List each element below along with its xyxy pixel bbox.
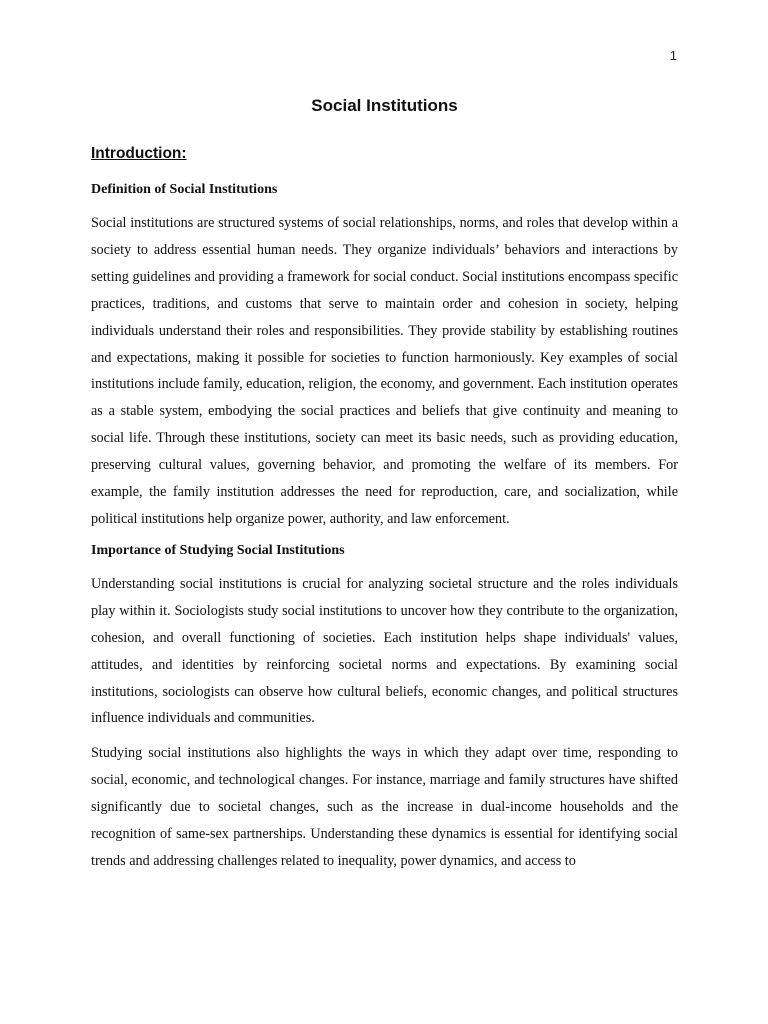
paragraph-importance-2: Studying social institutions also highlights the ways in which they adapt over time, responding to social, economic, and technological changes. For instance, marriage and family structures have shifted significantly due to societal changes, such as the increase in dual-income households and the recognition of same-sex partnerships. Understanding these dynamics is essential for identifying social trends and addressing challenges related to inequality, power dynamics, and access to — [91, 745, 678, 869]
paragraph-definition: Social institutions are structured systems of social relationships, norms, and roles that develop within a society to address essential human needs. They organize individuals’ behaviors and interactions by setting guidelines and providing a framework for social conduct. Social institutions encompass specific practices, traditions, and customs that serve to maintain order and cohesion in society, helping individuals understand their roles and responsibilities. They provide stability by establishing routines and expectations, making it possible for societies to function harmoniously. Key examples of social institutions include family, education, religion, the economy, and government. Each institution operates as a stable system, embodying the social practices and beliefs that give continuity and meaning to social life. Through these institutions, society can meet its basic needs, such as providing education, preserving cultural values, governing behavior, and promoting the welfare of its members. For example, the family institution addresses the need for reproduction, care, and socialization, while political institutions help organize power, authority, and law enforcement. — [91, 215, 678, 527]
page-number: 1 — [669, 48, 677, 63]
section-heading-introduction: Introduction: — [91, 145, 187, 162]
document-body — [91, 95, 678, 875]
subheading-definition: Definition of Social Institutions — [91, 182, 278, 197]
paragraph-importance-1: Understanding social institutions is crucial for analyzing societal structure and the roles individuals play within it. Sociologists study social institutions to uncover how they contribute to the organization, cohesion, and overall functioning of societies. Each institution helps shape individuals' values, attitudes, and identities by reinforcing societal norms and expectations. By examining social institutions, sociologists can observe how cultural beliefs, economic changes, and political structures influence individuals and communities. — [91, 575, 678, 727]
document-title: Social Institutions — [311, 96, 458, 115]
subheading-importance: Importance of Studying Social Institutions — [91, 542, 345, 558]
